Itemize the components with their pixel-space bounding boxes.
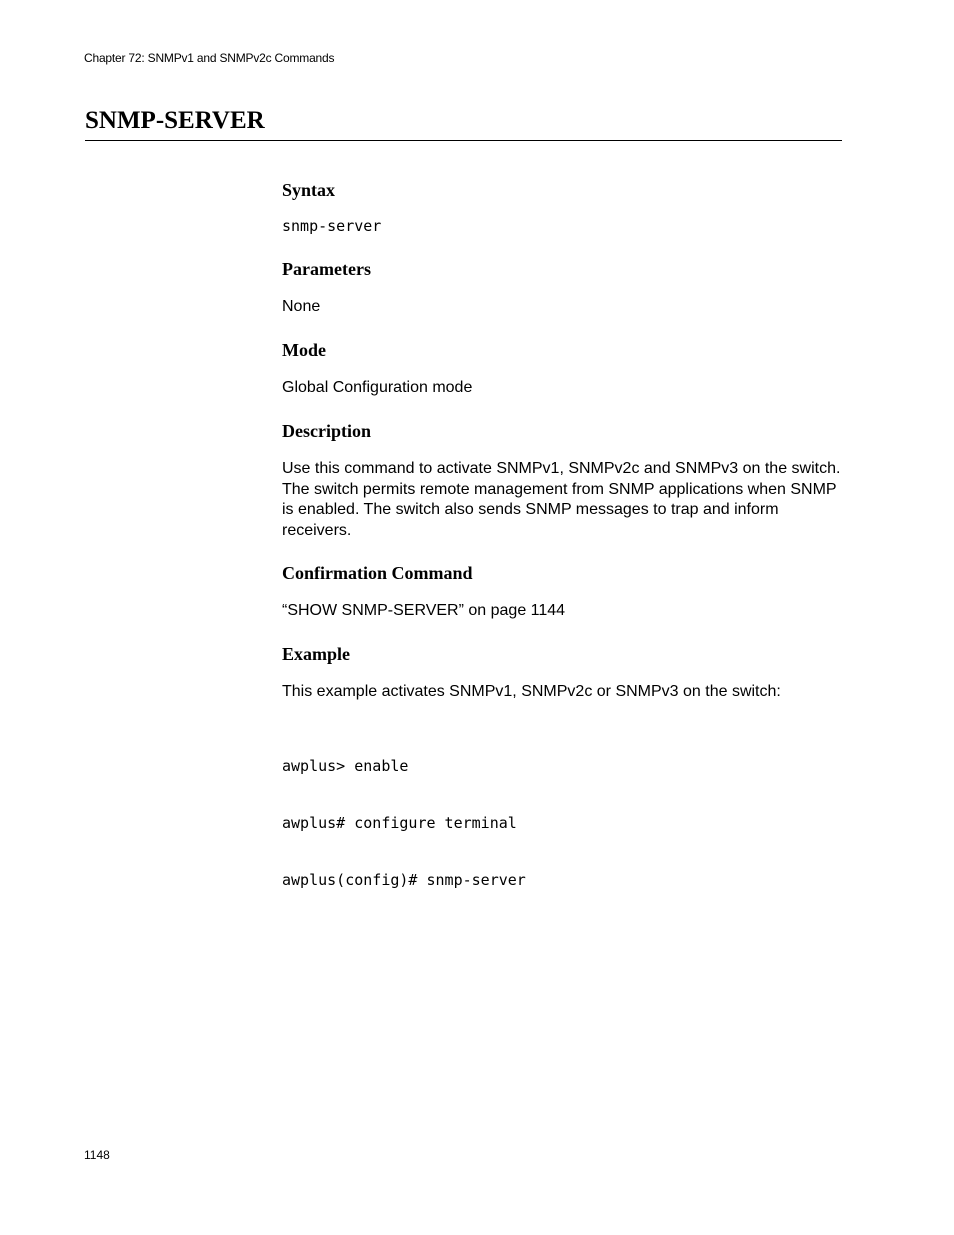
code-line: awplus> enable: [282, 757, 409, 775]
confirmation-heading: Confirmation Command: [282, 563, 473, 583]
example-text: This example activates SNMPv1, SNMPv2c or SNMPv3 on the switch:: [282, 683, 781, 700]
syntax-heading: Syntax: [282, 180, 336, 200]
code-line: awplus# configure terminal: [282, 814, 517, 832]
mode-text: Global Configuration mode: [282, 379, 473, 396]
example-code-block: [282, 719, 526, 928]
confirmation-link[interactable]: “SHOW SNMP-SERVER” on page 1144: [282, 602, 566, 619]
page-title: SNMP-SERVER: [85, 107, 265, 134]
parameters-heading: Parameters: [282, 259, 371, 279]
description-heading: Description: [282, 421, 371, 441]
description-text: Use this command to activate SNMPv1, SNMPv2c and SNMPv3 on the switch. The switch permits remote management from SNMP applications when SNMP is enabled. The switch also sends SNMP messages to trap and inform receivers.: [282, 460, 841, 539]
page-number: 1148: [84, 1148, 110, 1162]
parameters-text: None: [282, 298, 321, 315]
syntax-code: snmp-server: [282, 217, 382, 235]
running-header: Chapter 72: SNMPv1 and SNMPv2c Commands: [84, 51, 335, 65]
title-rule: [85, 140, 842, 141]
code-line: awplus(config)# snmp-server: [282, 871, 526, 889]
mode-heading: Mode: [282, 340, 326, 360]
example-heading: Example: [282, 644, 351, 664]
